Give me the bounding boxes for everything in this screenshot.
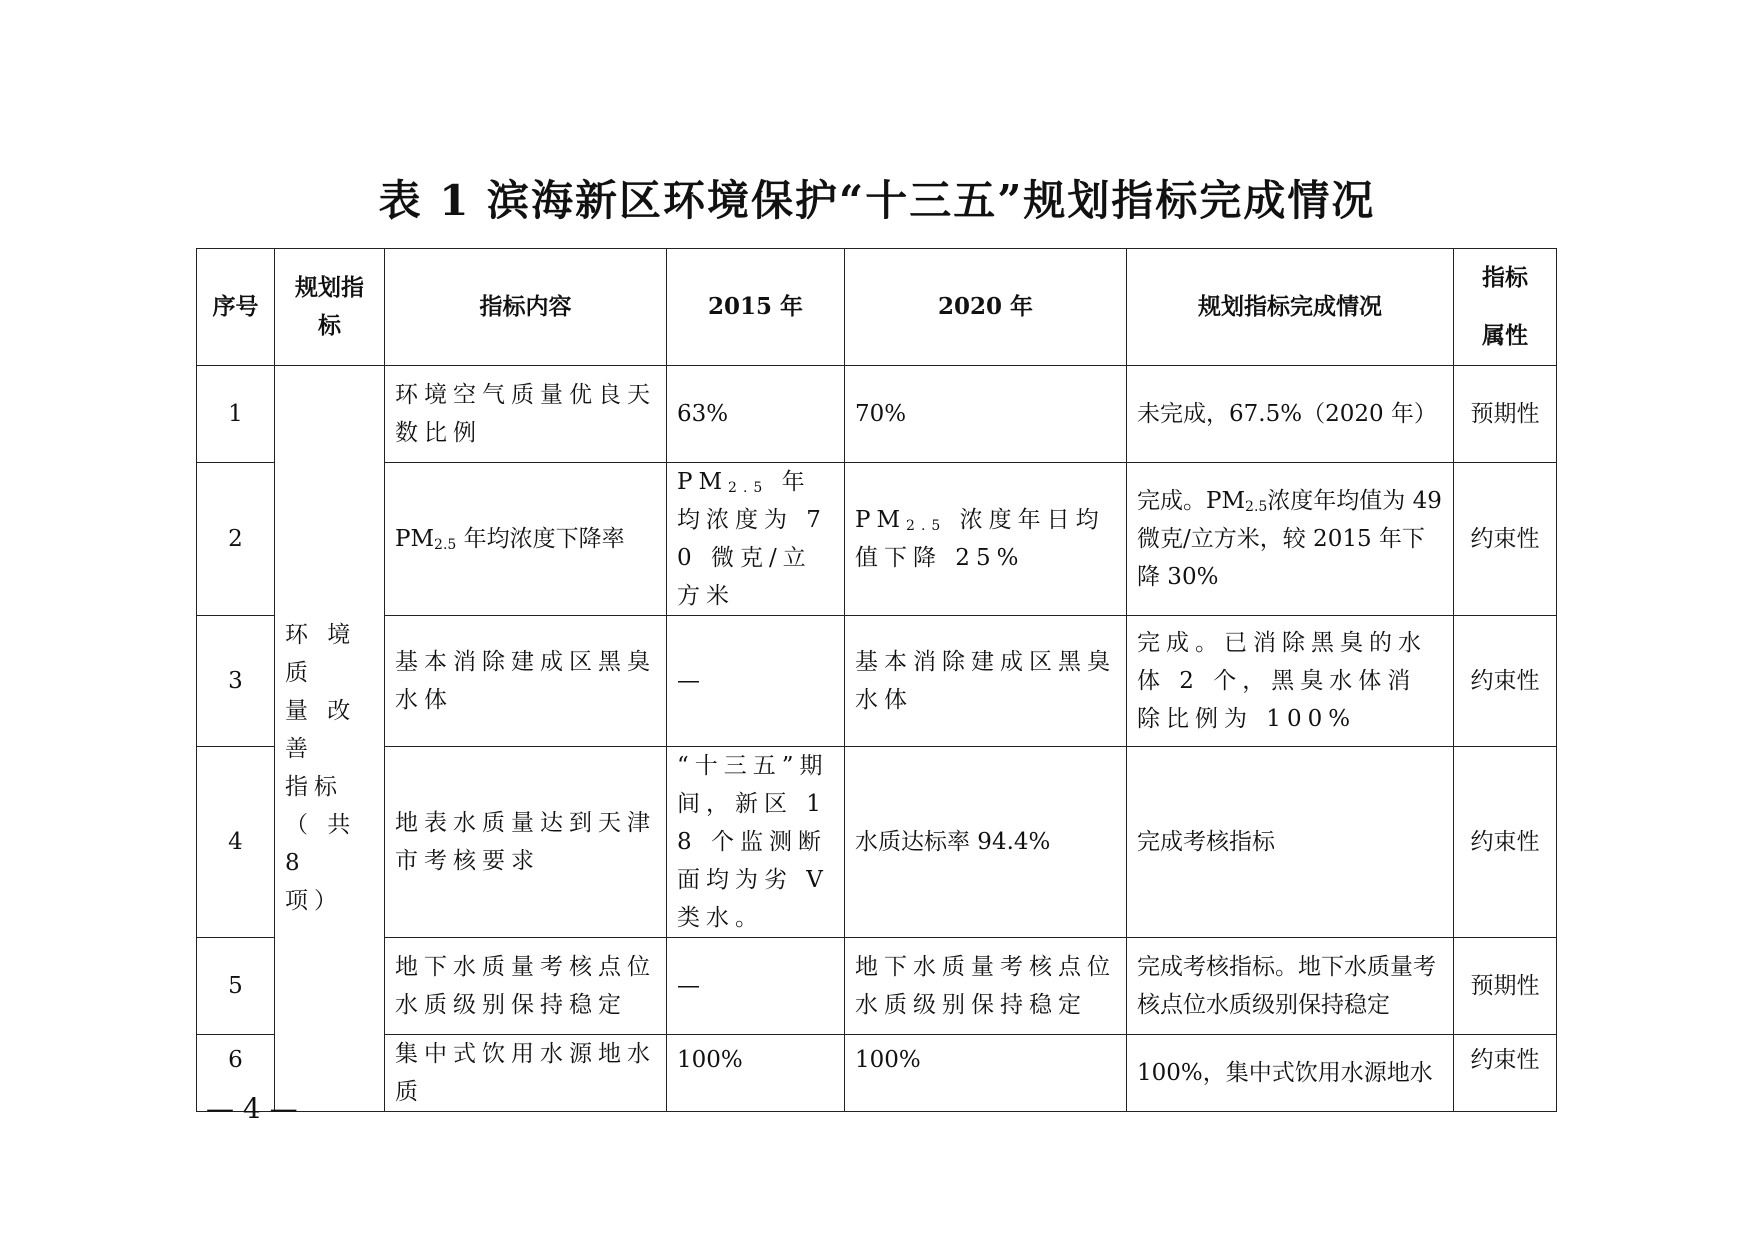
row-status: 100%，集中式饮用水源地水 — [1127, 1035, 1454, 1112]
row-2015: — — [667, 616, 845, 747]
category-line1: 环 境 质 — [285, 622, 357, 686]
row-content: $PM_{2.5}$ 年均浓度下降率 — [385, 463, 667, 616]
row-2020: $PM_{2.5}$ 浓度年日均值下降 25% — [845, 463, 1127, 616]
table-row — [197, 1035, 1557, 1112]
row-seq: 2 — [197, 463, 275, 616]
header-2020: 2020 年 — [845, 249, 1127, 366]
row-status: 完成。$PM_{2.5}$浓度年均值为 49 微克/立方米，较 2015 年下降 30% — [1127, 463, 1454, 616]
page-number: — 4 — — [206, 1092, 298, 1125]
header-content: 指标内容 — [385, 249, 667, 366]
table-row — [197, 463, 1557, 616]
row-seq: 4 — [197, 747, 275, 938]
category-line4: （ 共 8 — [285, 812, 357, 876]
row-2020: 基本消除建成区黑臭水体 — [845, 616, 1127, 747]
row-2020: 水质达标率 94.4% — [845, 747, 1127, 938]
row-attr: 预期性 — [1454, 938, 1557, 1035]
table-row — [197, 938, 1557, 1035]
category-line2: 量 改 善 — [285, 698, 357, 762]
row-2015: 63% — [667, 366, 845, 463]
row-attr: 约束性 — [1454, 1035, 1557, 1112]
row-seq: 1 — [197, 366, 275, 463]
row-attr: 预期性 — [1454, 366, 1557, 463]
row-seq: 3 — [197, 616, 275, 747]
header-indicator-line2: 标 — [318, 312, 341, 339]
row-content: 集中式饮用水源地水质 — [385, 1035, 667, 1112]
header-attr — [1454, 249, 1557, 366]
row-2020: 100% — [845, 1035, 1127, 1112]
row-seq: 6 — [197, 1035, 275, 1112]
row-content: 地表水质量达到天津市考核要求 — [385, 747, 667, 938]
row-attr: 约束性 — [1454, 747, 1557, 938]
row-seq: 5 — [197, 938, 275, 1035]
row-content: 环境空气质量优良天数比例 — [385, 366, 667, 463]
row-2015: 100% — [667, 1035, 845, 1112]
indicator-table — [196, 248, 1557, 1112]
row-2015: $PM_{2.5}$ 年均浓度为 70 微克/立方米 — [667, 463, 845, 616]
row-attr: 约束性 — [1454, 616, 1557, 747]
table-title: 表 1 滨海新区环境保护“十三五”规划指标完成情况 — [378, 176, 1376, 225]
row-2015: “十三五”期间，新区 18 个监测断面均为劣 V 类水。 — [667, 747, 845, 938]
row-status: 未完成，67.5%（2020 年） — [1127, 366, 1454, 463]
header-attr-line2: 属性 — [1482, 322, 1528, 349]
row-2020: 地下水质量考核点位水质级别保持稳定 — [845, 938, 1127, 1035]
row-status: 完成。已消除黑臭的水体 2 个，黑臭水体消除比例为 100% — [1127, 616, 1454, 747]
row-status: 完成考核指标。地下水质量考核点位水质级别保持稳定 — [1127, 938, 1454, 1035]
header-row — [197, 249, 1557, 366]
header-indicator — [275, 249, 385, 366]
table-row — [197, 616, 1557, 747]
header-2015: 2015 年 — [667, 249, 845, 366]
table-row — [197, 366, 1557, 463]
header-status: 规划指标完成情况 — [1127, 249, 1454, 366]
row-2020: 70% — [845, 366, 1127, 463]
row-content: 地下水质量考核点位水质级别保持稳定 — [385, 938, 667, 1035]
row-status: 完成考核指标 — [1127, 747, 1454, 938]
header-seq: 序号 — [197, 249, 275, 366]
header-attr-line1: 指标 — [1482, 264, 1528, 291]
category-cell — [275, 366, 385, 1112]
row-2015: — — [667, 938, 845, 1035]
row-attr: 约束性 — [1454, 463, 1557, 616]
table-row — [197, 747, 1557, 938]
row-content: 基本消除建成区黑臭水体 — [385, 616, 667, 747]
category-line3: 指标 — [285, 774, 343, 800]
header-indicator-line1: 规划指 — [295, 274, 364, 301]
category-line5: 项） — [285, 888, 343, 914]
